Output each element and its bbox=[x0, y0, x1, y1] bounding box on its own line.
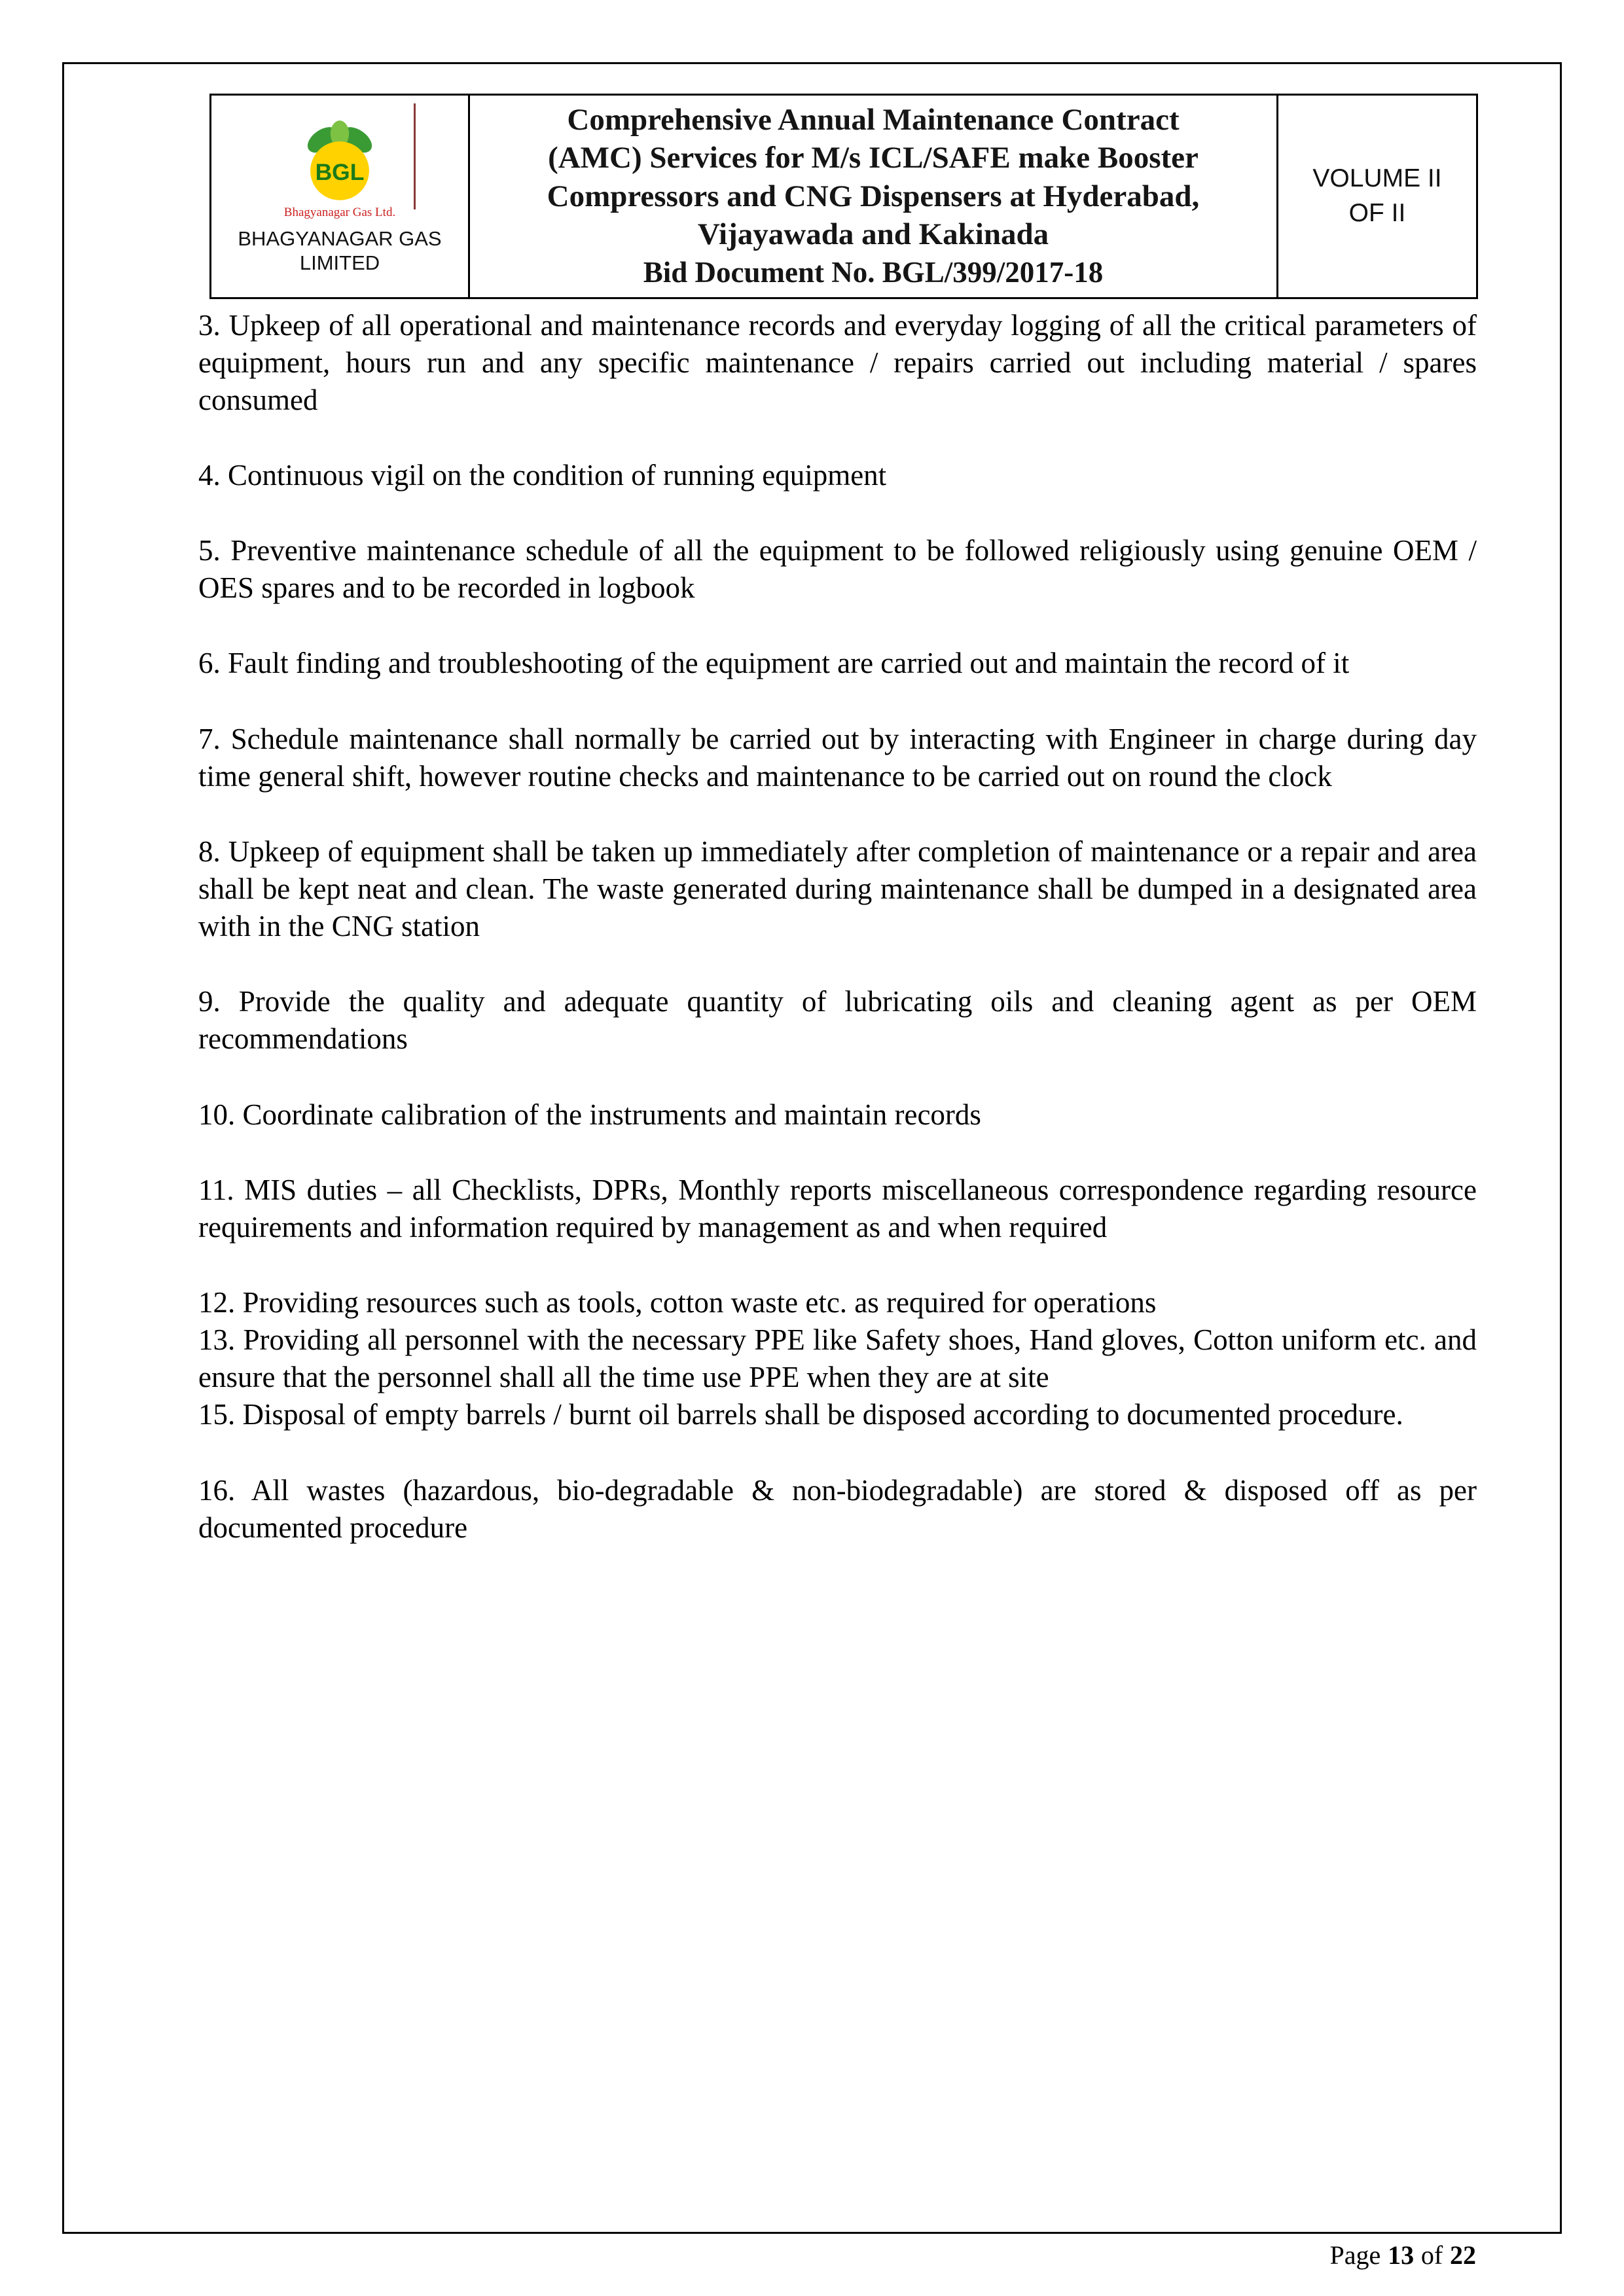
logo-divider-line bbox=[414, 103, 416, 209]
document-title-line: Compressors and CNG Dispensers at Hyderabad, bbox=[547, 179, 1200, 213]
paragraph-item: 13. Providing all personnel with the necessary PPE like Safety shoes, Hand gloves, Cotton uniform etc. and ensure that the personnel shall all the time use PPE when they are at site bbox=[198, 1323, 1477, 1394]
paragraph-item: 16. All wastes (hazardous, bio-degradable & non-biodegradable) are stored & disposed off as per documented procedure bbox=[198, 1473, 1477, 1544]
paragraph-item: 7. Schedule maintenance shall normally be carried out by interacting with Engineer in charge during day time general shift, however routine checks and maintenance to be carried out on round the clock bbox=[198, 722, 1477, 793]
bgl-logo bbox=[290, 120, 389, 205]
logo-caption: Bhagyanagar Gas Ltd. bbox=[283, 206, 396, 220]
footer-of-label: of bbox=[1420, 2240, 1443, 2270]
paragraph-item: 3. Upkeep of all operational and maintenance records and everyday logging of all the critical parameters of equipment, hours run and any specific maintenance / repairs carried out including material / spares consumed bbox=[198, 308, 1477, 416]
document-body bbox=[198, 307, 1477, 1547]
volume-cell bbox=[1278, 95, 1477, 298]
volume-line: VOLUME II bbox=[1312, 164, 1442, 193]
paragraph-item: 5. Preventive maintenance schedule of all the equipment to be followed religiously using genuine OEM / OES spares and to be recorded in logbook bbox=[198, 534, 1477, 605]
page-border bbox=[62, 62, 1562, 2234]
document-header-table bbox=[209, 94, 1478, 299]
document-title-line: (AMC) Services for M/s ICL/SAFE make Booster bbox=[548, 141, 1199, 175]
company-name-line: BHAGYANAGAR GAS bbox=[238, 227, 442, 251]
paragraph-item: 4. Continuous vigil on the condition of running equipment bbox=[198, 458, 887, 492]
paragraph-item: 8. Upkeep of equipment shall be taken up immediately after completion of maintenance or a repair and area shall be kept neat and clean. The waste generated during maintenance shall be dumped in a designated area with in the CNG station bbox=[198, 834, 1477, 943]
logo-cell bbox=[211, 95, 469, 298]
company-name-line: LIMITED bbox=[299, 251, 380, 275]
paragraph-item: 11. MIS duties – all Checklists, DPRs, Monthly reports miscellaneous correspondence regarding resource requirements and information required by management as and when required bbox=[198, 1173, 1477, 1244]
footer-page-number: 13 bbox=[1388, 2240, 1415, 2270]
document-title-line: Comprehensive Annual Maintenance Contract bbox=[567, 103, 1180, 137]
paragraph-item: 15. Disposal of empty barrels / burnt oil barrels shall be disposed according to documented procedure. bbox=[198, 1398, 1403, 1431]
footer-total-pages: 22 bbox=[1450, 2240, 1476, 2270]
paragraph-item: 12. Providing resources such as tools, cotton waste etc. as required for operations bbox=[198, 1285, 1157, 1319]
bid-document-number: Bid Document No. BGL/399/2017-18 bbox=[643, 256, 1104, 289]
volume-line: OF II bbox=[1348, 198, 1406, 227]
footer-page-prefix: Page bbox=[1329, 2240, 1381, 2270]
document-title-line: Vijayawada and Kakinada bbox=[697, 217, 1049, 251]
paragraph-item: 6. Fault finding and troubleshooting of the equipment are carried out and maintain the record of it bbox=[198, 647, 1350, 680]
company-name bbox=[211, 226, 468, 275]
logo-acronym: BGL bbox=[315, 159, 365, 186]
paragraph-item: 9. Provide the quality and adequate quantity of lubricating oils and cleaning agent as per OEM recommendations bbox=[198, 985, 1477, 1056]
page-footer bbox=[1330, 2240, 1476, 2270]
document-title-cell bbox=[469, 95, 1278, 298]
paragraph-item: 10. Coordinate calibration of the instruments and maintain records bbox=[198, 1098, 981, 1131]
